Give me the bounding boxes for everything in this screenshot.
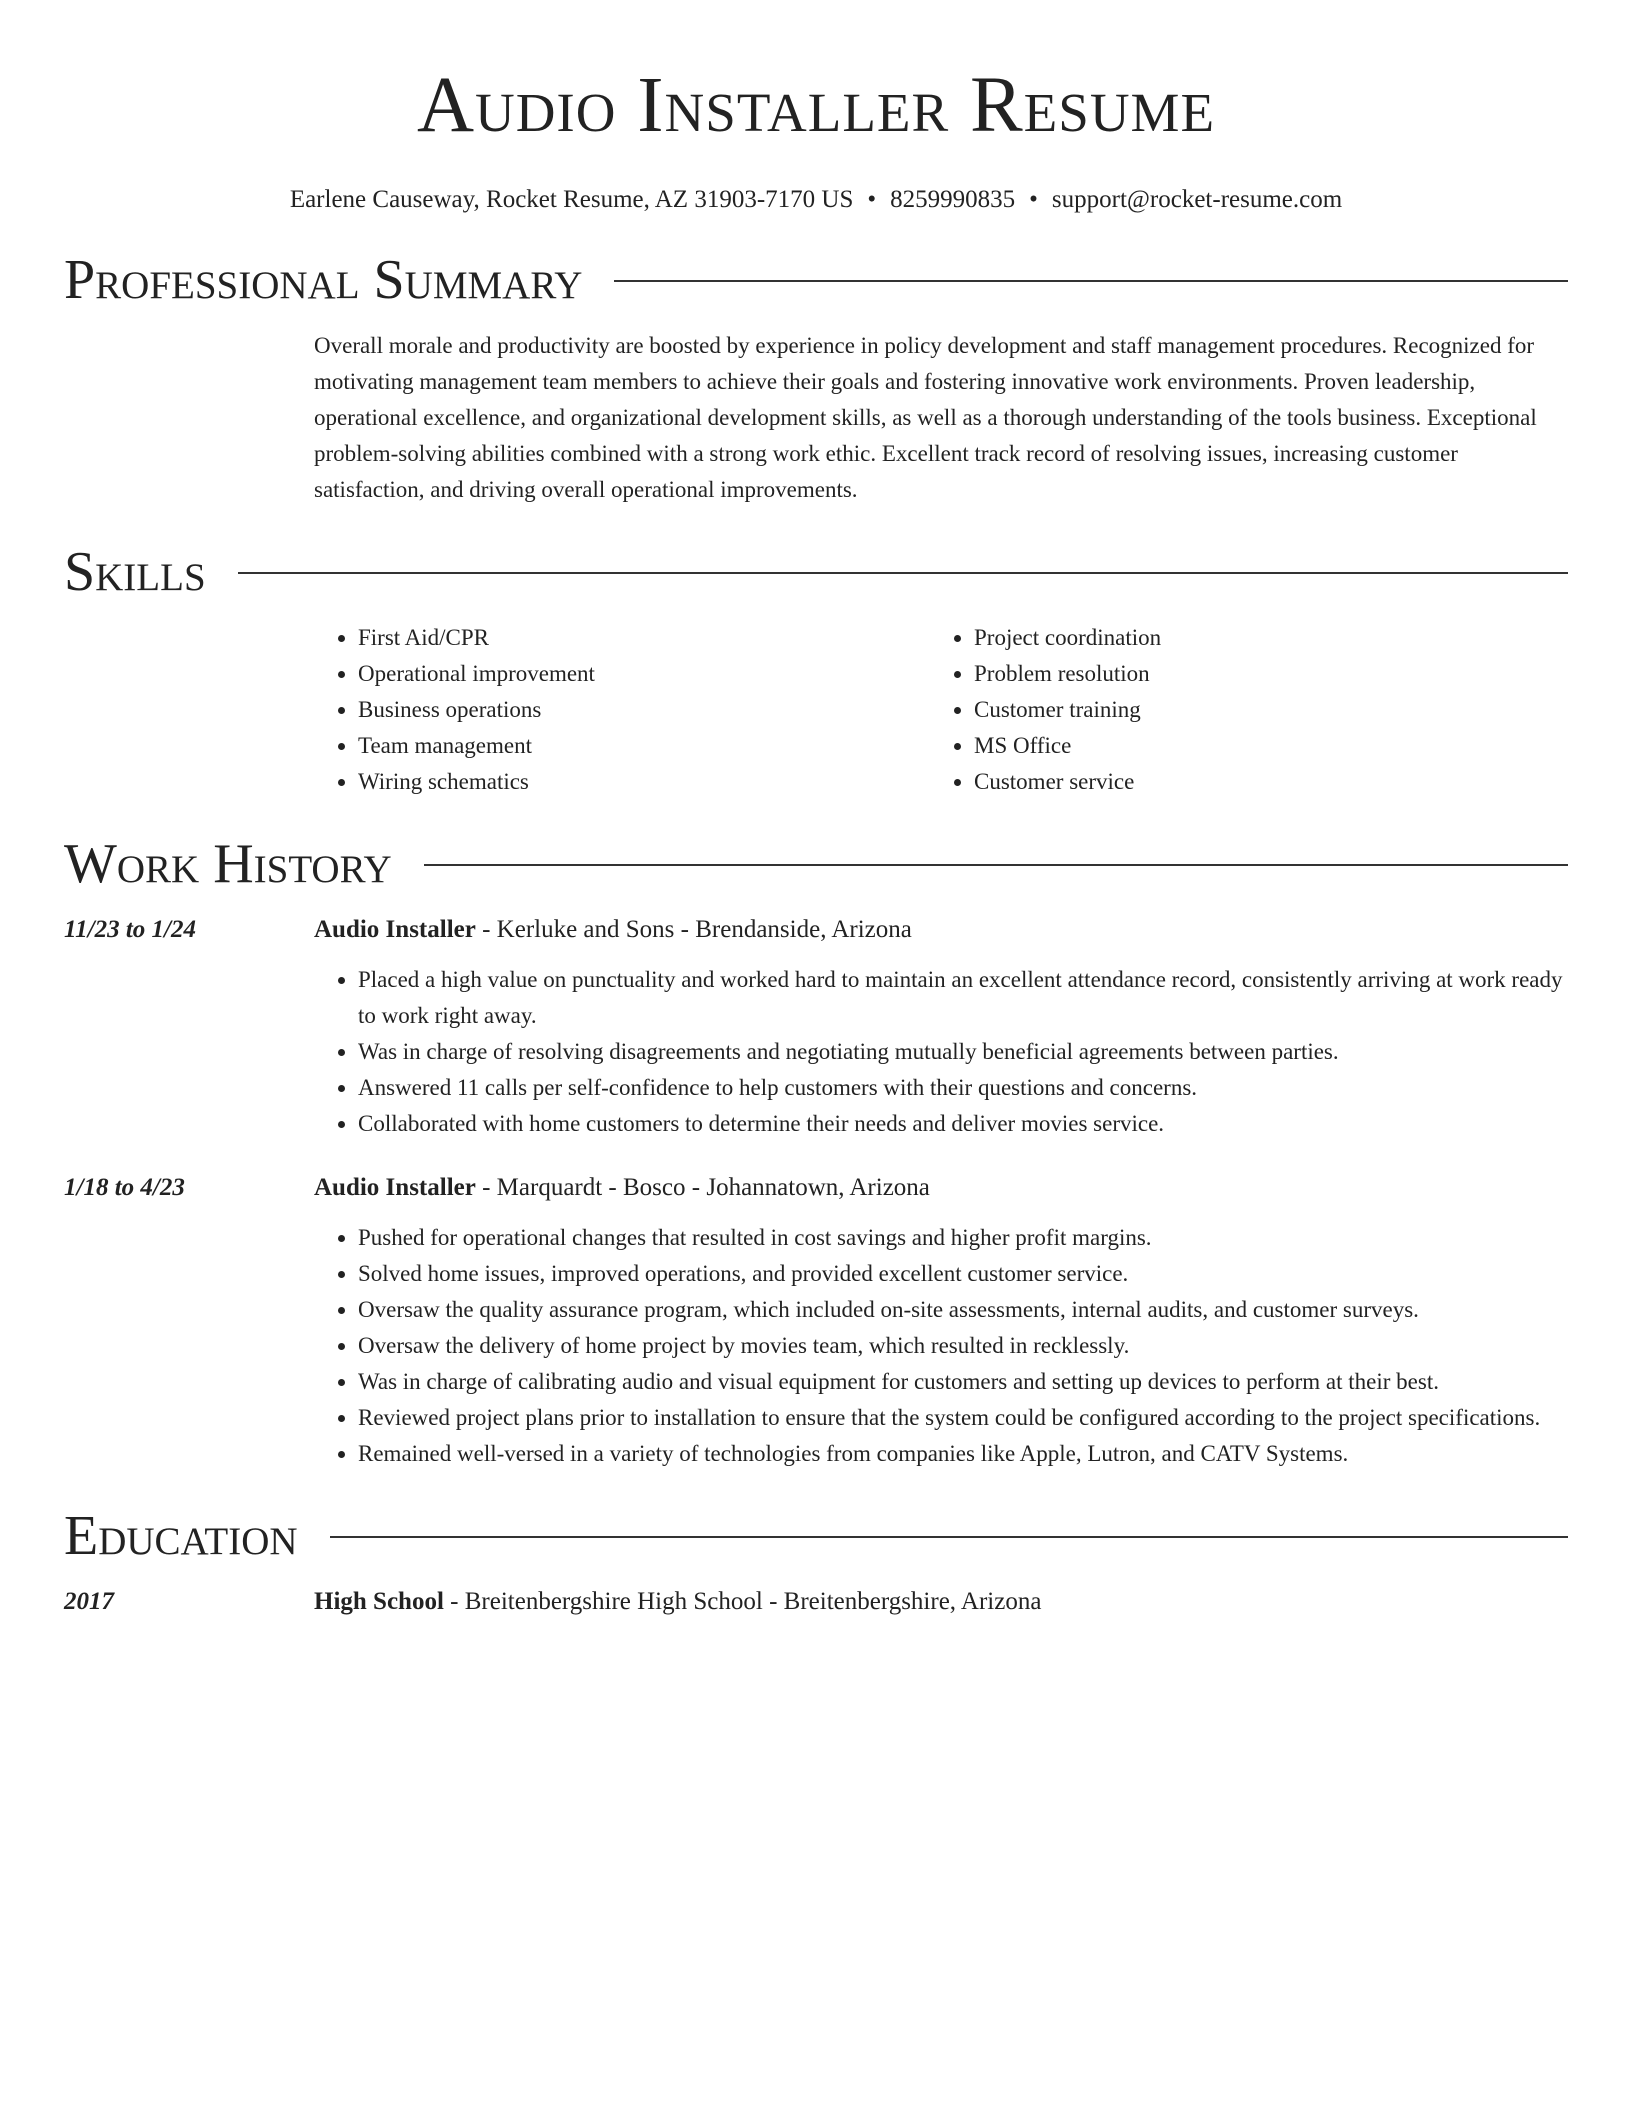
skill-item: • Customer training: [974, 692, 1546, 728]
skills-section-header: [64, 538, 1568, 606]
skill-item: • MS Office: [974, 728, 1546, 764]
skills-list-right: [930, 620, 1546, 800]
job-bullet: • Oversaw the delivery of home project by movies team, which resulted in recklessly.: [358, 1328, 1568, 1364]
skill-item: • Wiring schematics: [358, 764, 930, 800]
job-role: Audio Installer: [314, 1174, 476, 1201]
section-divider: [614, 280, 1568, 282]
job-heading: [314, 912, 1568, 948]
job-bullet: • Was in charge of resolving disagreements and negotiating mutually beneficial agreements between parties.: [358, 1034, 1568, 1070]
skills-row: [64, 606, 1568, 800]
skill-item: • Customer service: [974, 764, 1546, 800]
work-section-header: [64, 830, 1568, 898]
job-bullet: • Placed a high value on punctuality and worked hard to maintain an excellent attendance record, consistently arriving at work ready to work right away.: [358, 962, 1568, 1034]
skill-item: • Team management: [358, 728, 930, 764]
skills-left-spacer: [64, 606, 314, 800]
job-employer-location: - Marquardt - Bosco - Johannatown, Arizona: [475, 1174, 930, 1201]
contact-address: Earlene Causeway, Rocket Resume, AZ 31903-7170 US: [289, 186, 854, 213]
job-entry: [64, 912, 1568, 1142]
contact-separator: •: [1029, 186, 1038, 213]
job-dates: 11/23 to 1/24: [64, 916, 196, 943]
skill-item: • Problem resolution: [974, 656, 1546, 692]
section-divider: [330, 1536, 1568, 1538]
contact-line: [64, 184, 1568, 216]
education-section-header: [64, 1502, 1568, 1570]
contact-separator: •: [867, 186, 877, 213]
job-dates: 1/18 to 4/23: [64, 1174, 185, 1201]
summary-section-header: [64, 246, 1568, 314]
education-entry: [64, 1584, 1568, 1620]
job-bullet: • Pushed for operational changes that resulted in cost savings and higher profit margins.: [358, 1220, 1568, 1256]
skill-item: • Project coordination: [974, 620, 1546, 656]
job-role: Audio Installer: [314, 916, 476, 943]
section-title-summary: Professional Summary: [64, 249, 583, 311]
job-bullet: • Reviewed project plans prior to installation to ensure that the system could be configured according to the project specifications.: [358, 1400, 1568, 1436]
education-degree: High School: [314, 1588, 444, 1615]
summary-text: Overall morale and productivity are boosted by experience in policy development and staff management procedures. Recognized for motivating management team members to achieve their goals and fostering innovative work environments. Proven leadership, operational excellence, and organizational development skills, as well as a thorough understanding of the tools business. Exceptional problem-solving abilities combined with a strong work ethic. Excellent track record of resolving issues, increasing customer satisfaction, and driving overall operational improvements.: [314, 333, 1537, 502]
skill-item: • First Aid/CPR: [358, 620, 930, 656]
contact-email[interactable]: support@rocket-resume.com: [1051, 186, 1343, 213]
section-divider: [424, 864, 1568, 866]
job-bullets: [314, 1220, 1568, 1472]
skill-item: • Business operations: [358, 692, 930, 728]
summary-left-spacer: [64, 314, 314, 508]
job-bullets: [314, 962, 1568, 1142]
section-title-education: Education: [64, 1505, 298, 1567]
job-bullet: • Solved home issues, improved operations, and provided excellent customer service.: [358, 1256, 1568, 1292]
contact-phone: 8259990835: [890, 186, 1016, 213]
job-bullet: • Remained well-versed in a variety of technologies from companies like Apple, Lutron, and CATV Systems.: [358, 1436, 1568, 1472]
education-heading: [314, 1584, 1568, 1620]
section-divider: [238, 572, 1568, 574]
job-employer-location: - Kerluke and Sons - Brendanside, Arizona: [475, 916, 912, 943]
skill-item: • Operational improvement: [358, 656, 930, 692]
job-bullet: • Oversaw the quality assurance program, which included on-site assessments, internal audits, and customer surveys.: [358, 1292, 1568, 1328]
section-title-skills: Skills: [64, 541, 206, 603]
skills-columns: [314, 620, 1568, 800]
section-title-work-history: Work History: [64, 833, 392, 895]
summary-row: [64, 314, 1568, 508]
job-bullet: • Answered 11 calls per self-confidence to help customers with their questions and concerns.: [358, 1070, 1568, 1106]
job-entry: [64, 1170, 1568, 1472]
skills-list-left: [314, 620, 930, 800]
job-bullet: • Was in charge of calibrating audio and visual equipment for customers and setting up devices to perform at their best.: [358, 1364, 1568, 1400]
resume-title: Audio Installer Resume: [416, 62, 1216, 149]
education-school-location: - Breitenbergshire High School - Breitenbergshire, Arizona: [443, 1588, 1042, 1615]
education-year: 2017: [64, 1588, 114, 1615]
job-heading: [314, 1170, 1568, 1206]
job-bullet: • Collaborated with home customers to determine their needs and deliver movies service.: [358, 1106, 1568, 1142]
